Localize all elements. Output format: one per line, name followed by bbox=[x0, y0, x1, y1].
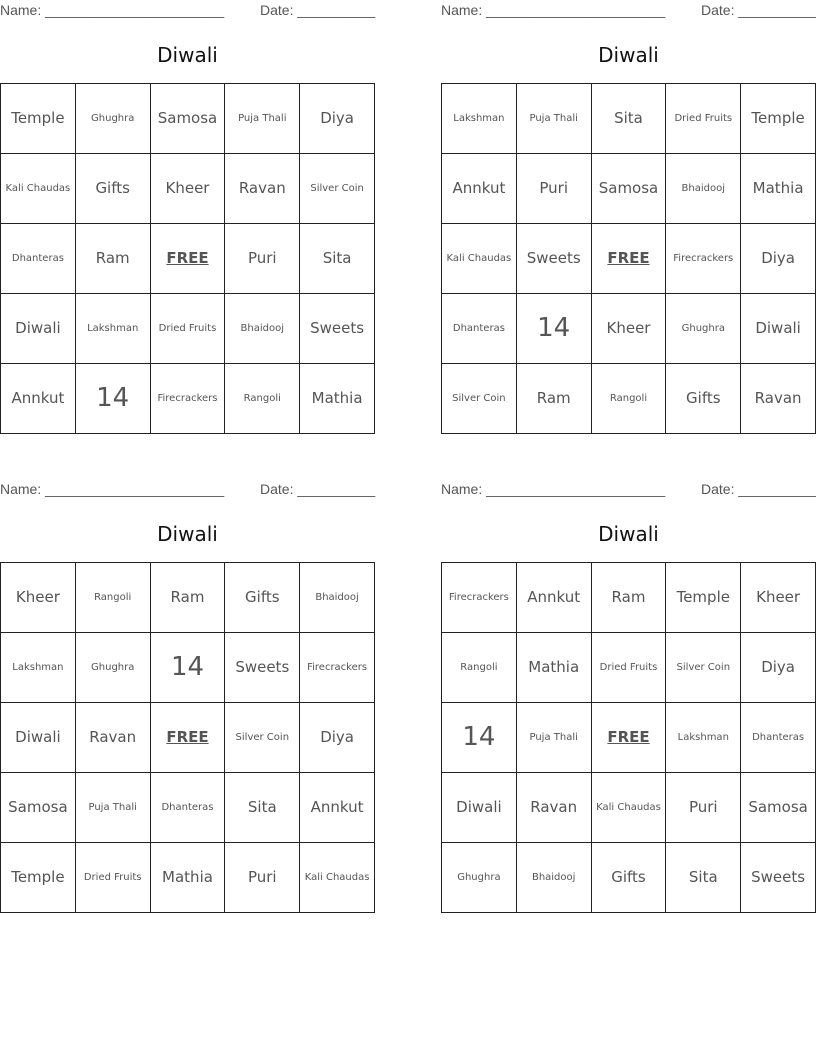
bingo-cell: Samosa bbox=[1, 773, 76, 843]
bingo-cell: Bhaidooj bbox=[666, 154, 741, 224]
free-cell: FREE bbox=[592, 703, 667, 773]
bingo-cell: Samosa bbox=[592, 154, 667, 224]
bingo-cell: Sita bbox=[300, 224, 375, 294]
bingo-card-1 bbox=[0, 0, 375, 440]
name-field[interactable]: Name: _______________________ bbox=[0, 2, 225, 18]
bingo-grid bbox=[441, 83, 816, 434]
bingo-cell: Puri bbox=[225, 843, 300, 913]
bingo-cell: Annkut bbox=[442, 154, 517, 224]
bingo-cell: Sita bbox=[666, 843, 741, 913]
card-header bbox=[0, 2, 375, 18]
free-cell: FREE bbox=[592, 224, 667, 294]
bingo-cell: Temple bbox=[1, 84, 76, 154]
bingo-cell: Ghughra bbox=[666, 294, 741, 364]
bingo-cell: Puja Thali bbox=[517, 84, 592, 154]
bingo-cell: Diya bbox=[741, 633, 816, 703]
bingo-cell: Temple bbox=[666, 563, 741, 633]
bingo-cell: Lakshman bbox=[442, 84, 517, 154]
bingo-cell: Diwali bbox=[1, 294, 76, 364]
bingo-cell: Dhanteras bbox=[151, 773, 226, 843]
bingo-cell: 14 bbox=[442, 703, 517, 773]
bingo-cell: Firecrackers bbox=[442, 563, 517, 633]
bingo-cell: Rangoli bbox=[76, 563, 151, 633]
bingo-grid bbox=[0, 562, 375, 913]
date-field[interactable]: Date: __________ bbox=[701, 481, 816, 497]
bingo-cell: Rangoli bbox=[592, 364, 667, 434]
bingo-cell: Ghughra bbox=[76, 84, 151, 154]
bingo-cell: Mathia bbox=[517, 633, 592, 703]
bingo-cell: Samosa bbox=[741, 773, 816, 843]
bingo-cell: Kali Chaudas bbox=[442, 224, 517, 294]
bingo-cell: Sita bbox=[225, 773, 300, 843]
bingo-card-4 bbox=[441, 479, 816, 919]
bingo-cell: Puri bbox=[666, 773, 741, 843]
bingo-cell: Lakshman bbox=[1, 633, 76, 703]
card-header bbox=[0, 481, 375, 497]
bingo-cell: Dhanteras bbox=[442, 294, 517, 364]
bingo-cell: Kheer bbox=[151, 154, 226, 224]
bingo-cell: Puja Thali bbox=[517, 703, 592, 773]
bingo-cell: Bhaidooj bbox=[300, 563, 375, 633]
bingo-card-3 bbox=[0, 479, 375, 919]
bingo-cell: Sweets bbox=[225, 633, 300, 703]
bingo-cell: Diwali bbox=[442, 773, 517, 843]
bingo-cell: Firecrackers bbox=[151, 364, 226, 434]
bingo-cell: Mathia bbox=[151, 843, 226, 913]
bingo-cell: Firecrackers bbox=[300, 633, 375, 703]
bingo-cell: Firecrackers bbox=[666, 224, 741, 294]
bingo-cell: Bhaidooj bbox=[517, 843, 592, 913]
free-cell: FREE bbox=[151, 703, 226, 773]
card-title: Diwali bbox=[157, 43, 218, 67]
bingo-cell: 14 bbox=[151, 633, 226, 703]
bingo-cell: Diya bbox=[741, 224, 816, 294]
bingo-cell: Kali Chaudas bbox=[300, 843, 375, 913]
card-title: Diwali bbox=[598, 522, 659, 546]
bingo-cell: Ravan bbox=[76, 703, 151, 773]
bingo-cell: Silver Coin bbox=[300, 154, 375, 224]
bingo-cell: Kheer bbox=[741, 563, 816, 633]
bingo-cell: 14 bbox=[76, 364, 151, 434]
bingo-cell: Dried Fruits bbox=[666, 84, 741, 154]
bingo-cell: Ram bbox=[517, 364, 592, 434]
card-header bbox=[441, 2, 816, 18]
bingo-cell: Puri bbox=[225, 224, 300, 294]
bingo-cell: Diwali bbox=[1, 703, 76, 773]
bingo-cell: Ram bbox=[76, 224, 151, 294]
bingo-cell: Sweets bbox=[517, 224, 592, 294]
card-title: Diwali bbox=[598, 43, 659, 67]
bingo-cell: Ghughra bbox=[76, 633, 151, 703]
name-field[interactable]: Name: _______________________ bbox=[441, 481, 666, 497]
card-header bbox=[441, 481, 816, 497]
bingo-cell: Lakshman bbox=[76, 294, 151, 364]
bingo-cell: Annkut bbox=[1, 364, 76, 434]
bingo-cell: Ghughra bbox=[442, 843, 517, 913]
bingo-cell: 14 bbox=[517, 294, 592, 364]
bingo-cell: Bhaidooj bbox=[225, 294, 300, 364]
bingo-cell: Ravan bbox=[517, 773, 592, 843]
bingo-cell: Ravan bbox=[741, 364, 816, 434]
date-field[interactable]: Date: __________ bbox=[260, 2, 376, 18]
bingo-cell: Mathia bbox=[741, 154, 816, 224]
bingo-grid bbox=[0, 83, 375, 434]
bingo-cell: Rangoli bbox=[225, 364, 300, 434]
bingo-cell: Mathia bbox=[300, 364, 375, 434]
bingo-cell: Annkut bbox=[300, 773, 375, 843]
bingo-cell: Kali Chaudas bbox=[1, 154, 76, 224]
bingo-cell: Gifts bbox=[592, 843, 667, 913]
bingo-cell: Diwali bbox=[741, 294, 816, 364]
bingo-cell: Puja Thali bbox=[225, 84, 300, 154]
bingo-cell: Ram bbox=[151, 563, 226, 633]
bingo-cell: Dried Fruits bbox=[151, 294, 226, 364]
bingo-cell: Sweets bbox=[741, 843, 816, 913]
bingo-cell: Dried Fruits bbox=[592, 633, 667, 703]
bingo-cell: Lakshman bbox=[666, 703, 741, 773]
bingo-cell: Dhanteras bbox=[1, 224, 76, 294]
bingo-cell: Dried Fruits bbox=[76, 843, 151, 913]
bingo-card-2 bbox=[441, 0, 816, 440]
bingo-cell: Kheer bbox=[1, 563, 76, 633]
bingo-cell: Gifts bbox=[666, 364, 741, 434]
bingo-cell: Silver Coin bbox=[225, 703, 300, 773]
bingo-cell: Puja Thali bbox=[76, 773, 151, 843]
bingo-cell: Ram bbox=[592, 563, 667, 633]
bingo-cell: Sita bbox=[592, 84, 667, 154]
date-field[interactable]: Date: __________ bbox=[701, 2, 816, 18]
bingo-cell: Gifts bbox=[225, 563, 300, 633]
name-field[interactable]: Name: _______________________ bbox=[0, 481, 225, 497]
bingo-cell: Temple bbox=[741, 84, 816, 154]
bingo-cell: Kali Chaudas bbox=[592, 773, 667, 843]
card-title: Diwali bbox=[157, 522, 218, 546]
bingo-cell: Annkut bbox=[517, 563, 592, 633]
date-field[interactable]: Date: __________ bbox=[260, 481, 376, 497]
bingo-cell: Samosa bbox=[151, 84, 226, 154]
bingo-cell: Diya bbox=[300, 703, 375, 773]
bingo-cell: Ravan bbox=[225, 154, 300, 224]
bingo-cell: Sweets bbox=[300, 294, 375, 364]
bingo-cell: Silver Coin bbox=[442, 364, 517, 434]
bingo-cell: Puri bbox=[517, 154, 592, 224]
bingo-cell: Kheer bbox=[592, 294, 667, 364]
bingo-cell: Temple bbox=[1, 843, 76, 913]
free-cell: FREE bbox=[151, 224, 226, 294]
bingo-cell: Dhanteras bbox=[741, 703, 816, 773]
bingo-cell: Silver Coin bbox=[666, 633, 741, 703]
name-field[interactable]: Name: _______________________ bbox=[441, 2, 666, 18]
bingo-grid bbox=[441, 562, 816, 913]
bingo-cell: Diya bbox=[300, 84, 375, 154]
bingo-cell: Gifts bbox=[76, 154, 151, 224]
bingo-cell: Rangoli bbox=[442, 633, 517, 703]
